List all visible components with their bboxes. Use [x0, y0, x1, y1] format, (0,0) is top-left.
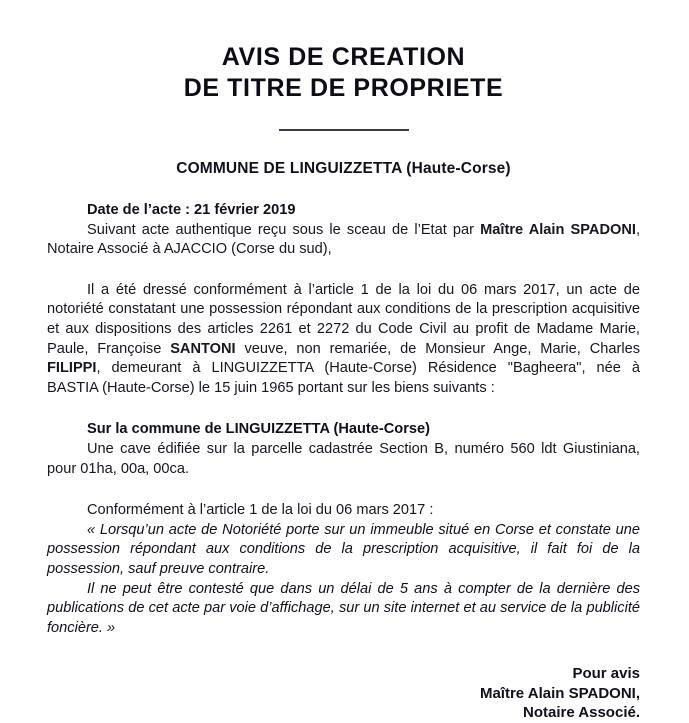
signature-line-1: Pour avis	[572, 665, 640, 683]
main-part-2: veuve, non remariée, de Monsieur Ange, Marie, Charles	[235, 340, 640, 357]
title-line-1: AVIS DE CREATION	[221, 43, 466, 71]
document-body	[47, 201, 640, 723]
date-label: Date de l’acte : 21 février 2019	[87, 202, 296, 218]
main-paragraph	[47, 281, 640, 399]
main-name-2: FILIPPI	[47, 360, 97, 377]
signature-block	[47, 664, 640, 723]
main-part-1: Il a été dressé conformément à l’article 1 de la loi du 06 mars 2017, un acte de notoriété constatant une possession répondant aux conditions de la prescription acquisitive et aux dispositions des articles 2261 et 2272 du Code Civil au profit de Madame Marie, Paule, Françoise	[47, 281, 640, 357]
intro-text-before: Suivant acte authentique reçu sous le sceau de l’Etat par	[87, 221, 481, 238]
spacer-3	[47, 479, 640, 501]
quote-paragraph-1: « Lorsqu’un acte de Notoriété porte sur un immeuble situé en Corse et constate une possession répondant aux conditions de la prescription acquisitive, il fait foi de la possession, sauf preuve contraire.	[47, 521, 640, 577]
property-heading: Sur la commune de LINGUIZZETTA (Haute-Corse)	[87, 421, 430, 438]
spacer-1	[47, 260, 640, 281]
main-part-3: , demeurant à LINGUIZZETTA (Haute-Corse) Résidence "Bagheera", née à BASTIA (Haute-Corse) le 15 juin 1965 portant sur les biens suivants :	[47, 360, 640, 396]
intro-paragraph	[47, 221, 640, 260]
spacer-2	[47, 398, 640, 420]
title-divider-wrap	[47, 118, 640, 136]
title-divider	[279, 129, 409, 131]
intro-text-after: , Notaire Associé à AJACCIO (Corse du sud),	[47, 221, 640, 258]
signature-line-3: Notaire Associé.	[523, 704, 640, 722]
document-page	[47, 0, 640, 722]
signature-line-2: Maître Alain SPADONI,	[479, 684, 640, 702]
page-title	[47, 0, 640, 104]
property-description: Une cave édifiée sur la parcelle cadastrée Section B, numéro 560 ldt Giustiniana, pour 01ha, 00a, 00ca.	[47, 440, 640, 477]
quote-paragraph-2: Il ne peut être contesté que dans un délai de 5 ans à compter de la dernière des publications de cet acte par voie d’affichage, sur un site internet et au service de la publicité foncière. »	[47, 580, 640, 636]
law-reference: Conformément à l’article 1 de la loi du 06 mars 2017 :	[87, 502, 434, 519]
main-name-1: SANTONI	[170, 340, 236, 357]
title-line-2: DE TITRE DE PROPRIETE	[183, 74, 504, 102]
commune-heading: COMMUNE DE LINGUIZZETTA (Haute-Corse)	[176, 160, 511, 177]
intro-notary-name: Maître Alain SPADONI	[480, 221, 636, 238]
